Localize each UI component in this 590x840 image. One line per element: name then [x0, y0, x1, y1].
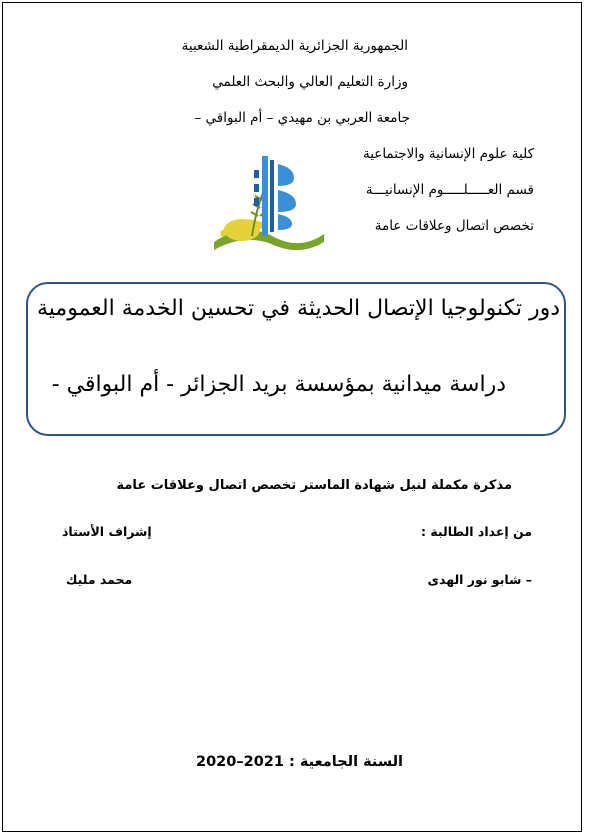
ministry-name: وزارة التعليم العالي والبحث العلمي [212, 74, 408, 90]
thesis-title: دور تكنولوجيا الإتصال الحديثة في تحسين الخدمة العمومية [36, 296, 560, 321]
supervisor-label: إشراف الأستاذ [62, 524, 152, 539]
republic-name: الجمهورية الجزائرية الديمقراطية الشعبية [181, 38, 408, 54]
university-logo-icon [206, 150, 330, 258]
academic-year-value: 2020–2021 [196, 754, 284, 770]
academic-year [196, 754, 403, 770]
college-name: كلية علوم الإنسانية والاجتماعية [362, 146, 534, 162]
university-name: جامعة العربي بن مهيدي – أم البواقي – [194, 110, 410, 126]
academic-year-label: السنة الجامعية : [289, 754, 403, 770]
student-name: – شابو نور الهدى [427, 572, 532, 587]
thesis-subtitle: دراسة ميدانية بمؤسسة بريد الجزائر - أم البواقي - [51, 372, 506, 397]
memo-statement: مذكرة مكملة لنيل شهادة الماستر تخصص اتصال وعلاقات عامة [116, 478, 512, 493]
department-name: قسم العـــــلـــــوم الإنسانيـــة [365, 182, 534, 198]
student-label: من إعداد الطالبة : [420, 524, 532, 539]
specialty-name: تخصص اتصال وعلاقات عامة [374, 218, 534, 234]
university-logo [206, 150, 330, 258]
supervisor-name: محمد مليك [66, 572, 133, 587]
